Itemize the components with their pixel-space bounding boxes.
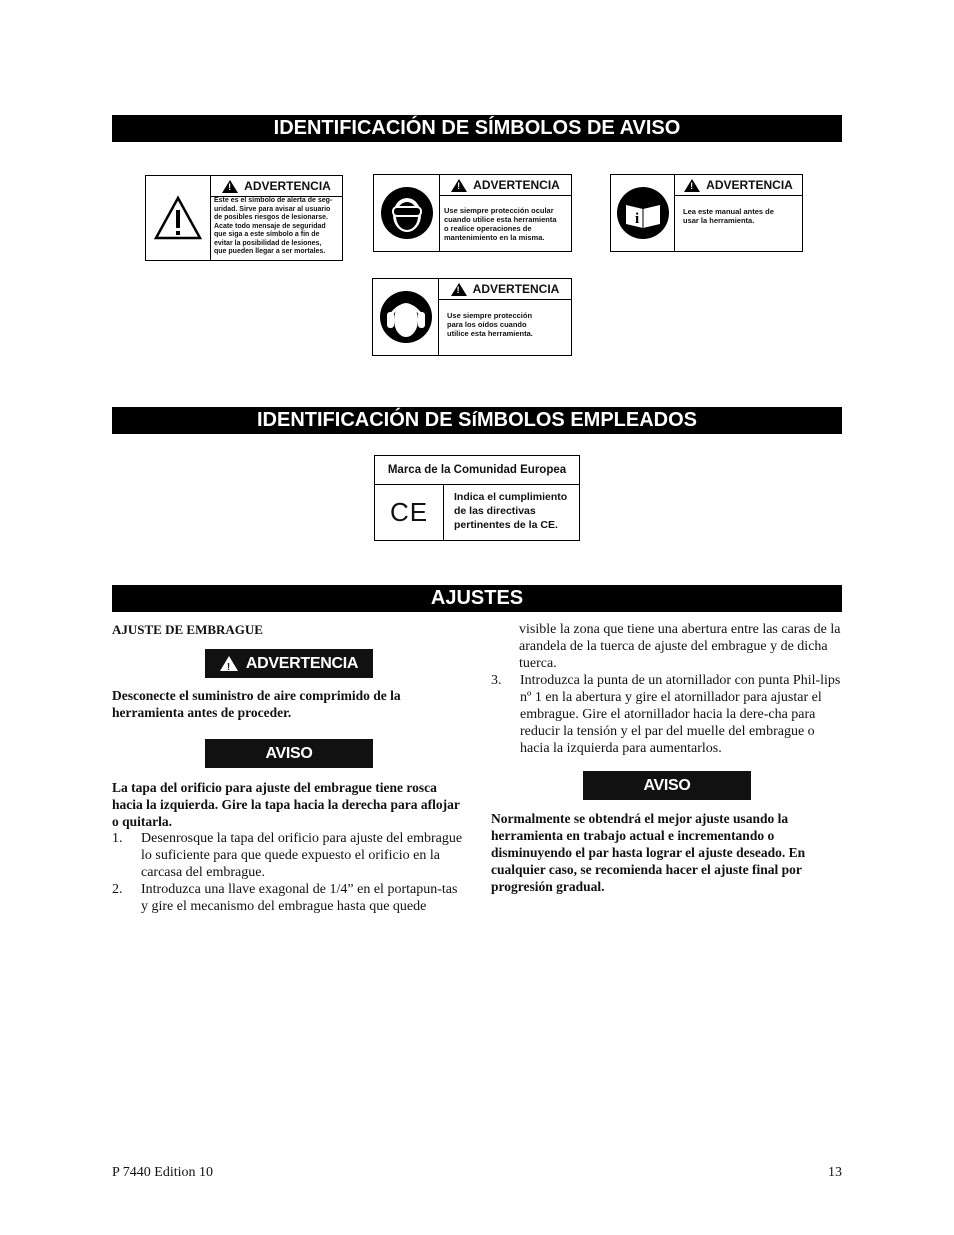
label-text: Lea este manual antes de usar la herramienta.: [683, 207, 774, 225]
svg-text:i: i: [634, 211, 639, 227]
ear-protection-label: [372, 278, 572, 356]
right-column: [491, 621, 843, 895]
list-text: Introduzca una llave exagonal de 1/4” en el portapun-tas y gire el mecanismo del embrague hasta que quede: [141, 882, 458, 914]
clutch-adjustment-heading: AJUSTE DE EMBRAGUE: [112, 622, 263, 637]
label-text: Use siempre protección ocular cuando utilice esta herramienta o realice operaciones de mantenimiento en la misma.: [444, 206, 557, 242]
notice-text: Normalmente se obtendrá el mejor ajuste usando la herramienta en trabajo actual e incrementando o disminuyendo el par hasta lograr el ajuste deseado. En cualquier caso, se recomienda hacer el ajuste final por progresión gradual.: [491, 811, 806, 894]
warning-sign-text: ADVERTENCIA: [245, 655, 359, 672]
warning-triangle-icon: [220, 656, 238, 671]
notice-sign-text: AVISO: [265, 745, 313, 762]
warning-triangle-icon: [451, 179, 467, 192]
ce-mark-text: CE: [389, 497, 429, 527]
list-item: [491, 672, 843, 757]
section-title-used-symbols: IDENTIFICACIÓN DE SíMBOLOS EMPLEADOS: [112, 407, 842, 434]
read-manual-icon: [611, 175, 675, 251]
section-title-warning-symbols: IDENTIFICACIÓN DE SÍMBOLOS DE AVISO: [112, 115, 842, 142]
list-text: Introduzca la punta de un atornillador con punta Phil-lips nº 1 en la abertura y gire el atornillador para ajustar el embrague. Gire el atornillador hacia la dere-cha para reducir la tensión y el par del muelle del embrague o hacia la izquierda para aumentarlos.: [520, 673, 841, 756]
left-column: [112, 621, 464, 915]
notice-sign: [205, 739, 373, 768]
safety-goggles-icon: [374, 175, 440, 251]
ce-mark-label: [374, 455, 580, 541]
list-number: 2.: [112, 882, 123, 897]
ear-protection-icon: [373, 279, 439, 355]
list-item: [112, 881, 464, 915]
list-number: 1.: [112, 831, 123, 846]
label-text: Este es el símbolo de alerta de seg- uridad. Sirve para avisar al usuario de posibles riesgos de lesionarse. Acate todo mensaje de seguridad que siga a este símbolo a fin de evitar la posibilidad de lesiones, que pueden llegar a ser mortales.: [214, 197, 333, 255]
label-header: ADVERTENCIA: [244, 179, 331, 193]
alert-symbol-label: [145, 175, 343, 261]
list-text-continued: visible la zona que tiene una abertura entre las caras de la arandela de la tuerca de ajuste del embrague y de dicha tuerca.: [519, 622, 841, 671]
warning-text: Desconecte el suministro de aire comprimido de la herramienta antes de proceder.: [112, 688, 401, 720]
section-title-adjustments: AJUSTES: [112, 585, 842, 612]
ce-mark-icon: [375, 485, 444, 540]
ce-label-title: Marca de la Comunidad Europea: [375, 456, 579, 485]
notice-sign-text: AVISO: [643, 777, 691, 794]
footer-edition: P 7440 Edition 10: [112, 1165, 213, 1180]
label-header: ADVERTENCIA: [473, 178, 560, 192]
ce-label-text: Indica el cumplimiento de las directivas pertinentes de la CE.: [454, 491, 568, 531]
warning-triangle-icon: [222, 180, 238, 193]
label-text: Use siempre protección para los oídos cuando utilice esta herramienta.: [447, 311, 533, 338]
warning-sign: [205, 649, 373, 678]
page-number: 13: [828, 1165, 842, 1180]
list-item: [112, 830, 464, 881]
list-number: 3.: [491, 673, 502, 688]
warning-triangle-icon: [451, 283, 467, 296]
label-header: ADVERTENCIA: [706, 178, 793, 192]
list-text: Desenrosque la tapa del orificio para ajuste del embrague lo suficiente para que quede expuesto el orificio en la carcasa del embrague.: [141, 831, 463, 880]
read-manual-label: [610, 174, 803, 252]
notice-sign: [583, 771, 751, 800]
label-header: ADVERTENCIA: [472, 282, 560, 296]
warning-triangle-icon: [684, 179, 700, 192]
eye-protection-label: [373, 174, 572, 252]
notice-text: La tapa del orificio para ajuste del embrague tiene rosca hacia la izquierda. Gire la tapa hacia la derecha para aflojar o quitarla.: [112, 780, 460, 829]
alert-triangle-icon: [146, 176, 211, 260]
